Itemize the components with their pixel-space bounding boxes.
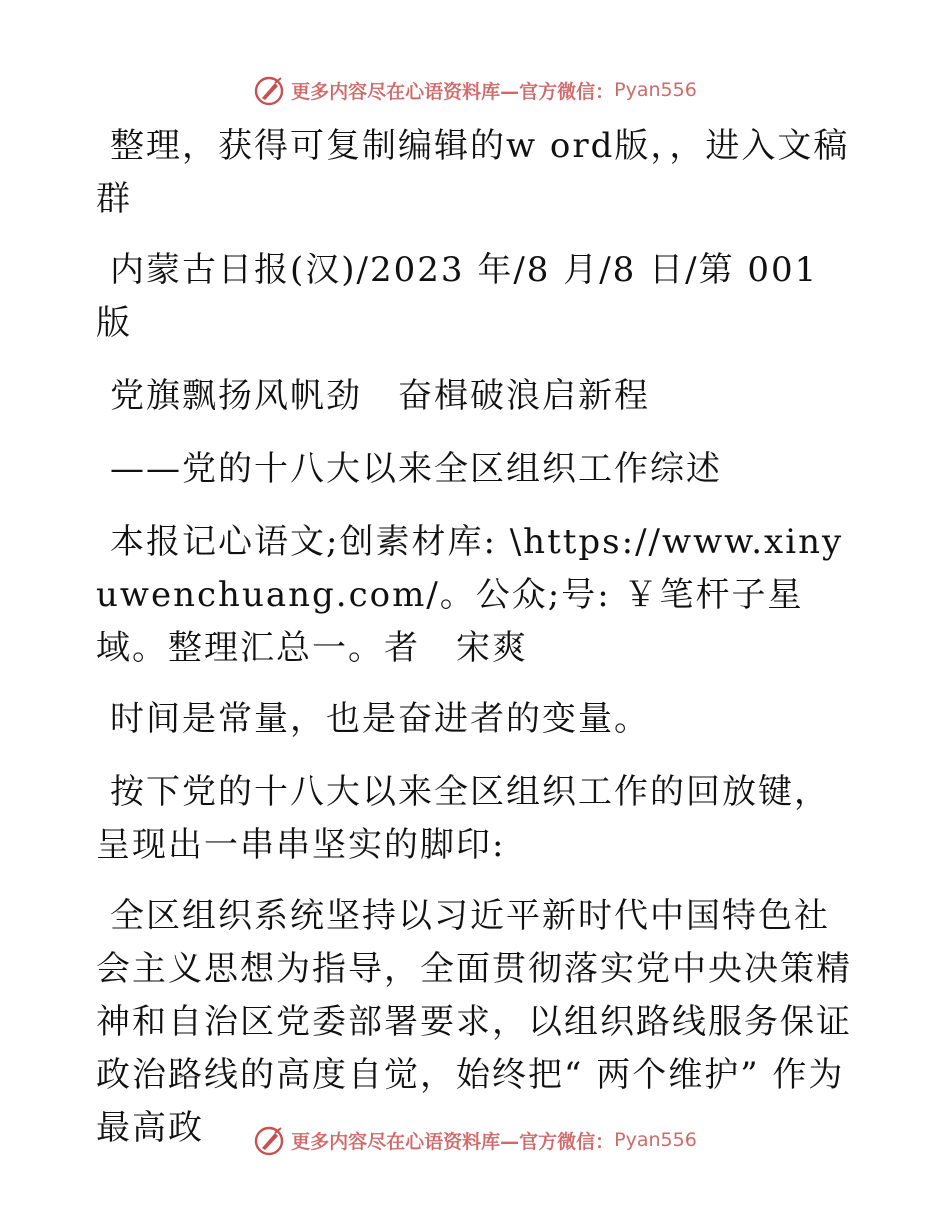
paragraph-byline: 本报记心语文;创素材库: \https://www.xinyuwenchuang.com/。公众;号: ￥笔杆子星域。整理汇总一。者 宋爽 [96, 522, 844, 668]
quill-pen-logo-icon [253, 1124, 285, 1156]
quill-pen-logo-icon [253, 74, 285, 106]
watermark-wechat-id: Pyan556 [614, 79, 697, 101]
watermark-wechat-id: Pyan556 [614, 1129, 697, 1151]
header-watermark [0, 70, 950, 110]
paragraph-body-1: 按下党的十八大以来全区组织工作的回放键，呈现出一串串坚实的脚印: [96, 772, 830, 865]
article-title: 党旗飘扬风帆劲 奋楫破浪启新程 [110, 376, 650, 416]
paragraph-body-2: 全区组织系统坚持以习近平新时代中国特色社会主义思想为指导，全面贯彻落实党中央决策精神和自治区党委部署要求，以组织路线服务保证政治路线的高度自觉，始终把“ 两个维护” 作为最高政 [96, 896, 852, 1148]
watermark-text: 更多内容尽在心语资料库—官方微信： [291, 1130, 615, 1153]
article-subtitle: ——党的十八大以来全区组织工作综述 [110, 449, 722, 489]
watermark-text: 更多内容尽在心语资料库—官方微信： [291, 80, 615, 103]
footer-watermark [0, 1120, 950, 1160]
paragraph-source: 内蒙古日报(汉)/2023 年/8 月/8 日/第 001 版 [96, 250, 819, 343]
paragraph-intro: 整理，获得可复制编辑的w ord版，，进入文稿群 [96, 126, 850, 219]
paragraph-lead: 时间是常量，也是奋进者的变量。 [110, 699, 650, 739]
document-body [96, 120, 856, 1173]
